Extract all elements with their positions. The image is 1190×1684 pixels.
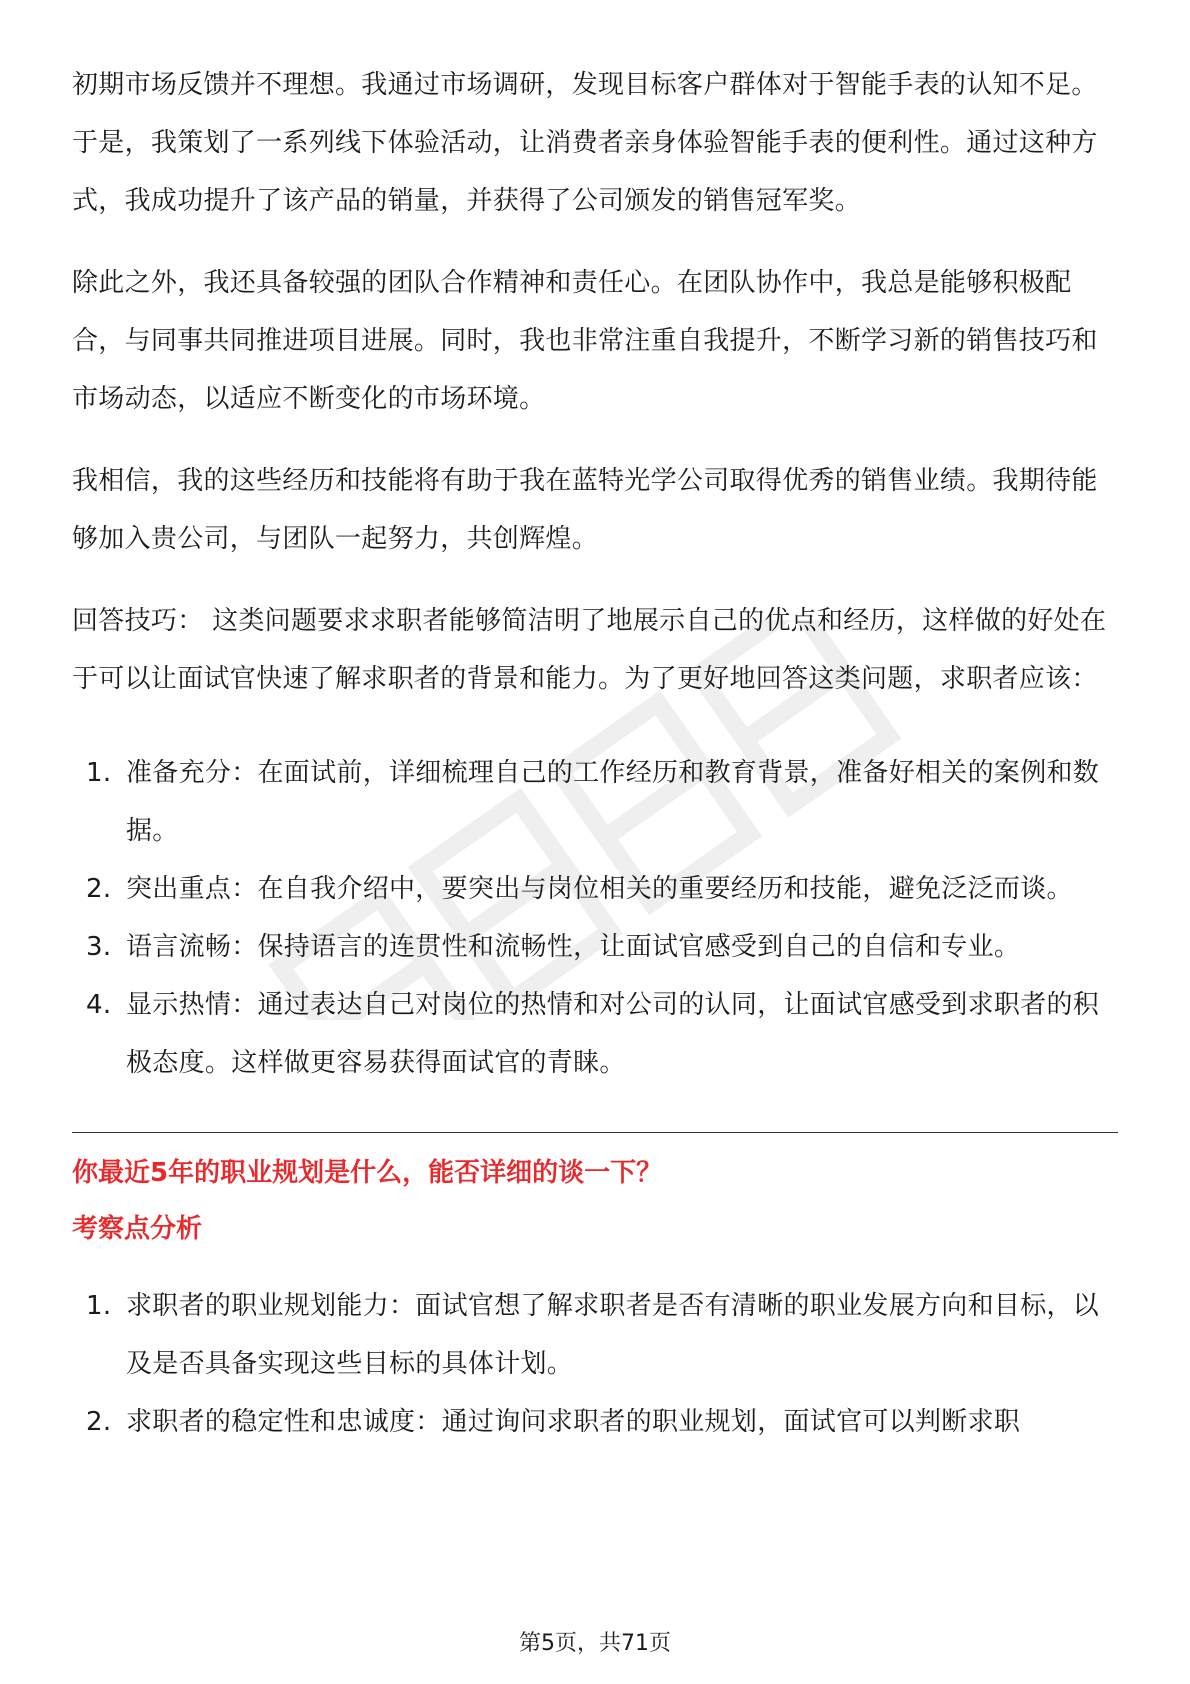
page-footer: 第5页，共71页 <box>519 1631 671 1656</box>
list-number: 2. <box>86 874 112 904</box>
list-text: 显示热情：通过表达自己对岗位的热情和对公司的认同，让面试官感受到求职者的积极态度。这样做更容易获得面试官的青睐。 <box>126 990 1100 1078</box>
answer-tips-intro: 回答技巧： 这类问题要求求职者能够简洁明了地展示自己的优点和经历，这样做的好处在于可以让面试官快速了解求职者的背景和能力。为了更好地回答这类问题，求职者应该： <box>72 606 1107 694</box>
list-number: 1. <box>86 1291 112 1321</box>
question-title: 你最近5年的职业规划是什么，能否详细的谈一下？ <box>72 1158 663 1188</box>
list-text: 突出重点：在自我介绍中，要突出与岗位相关的重要经历和技能，避免泛泛而谈。 <box>126 874 1073 904</box>
paragraph: 初期市场反馈并不理想。我通过市场调研，发现目标客户群体对于智能手表的认知不足。于是，我策划了一系列线下体验活动，让消费者亲身体验智能手表的便利性。通过这种方式，我成功提升了该产品的销量，并获得了公司颁发的销售冠军奖。 <box>72 70 1098 216</box>
paragraph: 除此之外，我还具备较强的团队合作精神和责任心。在团队协作中，我总是能够积极配合，与同事共同推进项目进展。同时，我也非常注重自我提升，不断学习新的销售技巧和市场动态，以适应不断变化的市场环境。 <box>72 268 1098 414</box>
list-number: 3. <box>86 932 112 962</box>
analysis-list <box>72 1277 1118 1451</box>
section-divider <box>72 1132 1118 1133</box>
list-item <box>72 918 1118 976</box>
list-text: 求职者的稳定性和忠诚度：通过询问求职者的职业规划，面试官可以判断求职 <box>126 1407 1021 1437</box>
list-number: 1. <box>86 758 112 788</box>
paragraph: 我相信，我的这些经历和技能将有助于我在蓝特光学公司取得优秀的销售业绩。我期待能够加入贵公司，与团队一起努力，共创辉煌。 <box>72 466 1098 554</box>
list-item <box>72 976 1118 1092</box>
list-item <box>72 860 1118 918</box>
list-item <box>72 1393 1118 1451</box>
list-number: 2. <box>86 1407 112 1437</box>
tips-list <box>72 744 1118 1092</box>
analysis-heading: 考察点分析 <box>72 1214 203 1244</box>
list-number: 4. <box>86 990 112 1020</box>
list-text: 准备充分：在面试前，详细梳理自己的工作经历和教育背景，准备好相关的案例和数据。 <box>126 758 1100 846</box>
list-item <box>72 744 1118 860</box>
list-item <box>72 1277 1118 1393</box>
main-content <box>72 56 1118 1451</box>
list-text: 求职者的职业规划能力：面试官想了解求职者是否有清晰的职业发展方向和目标，以及是否具备实现这些目标的具体计划。 <box>126 1291 1100 1379</box>
list-text: 语言流畅：保持语言的连贯性和流畅性，让面试官感受到自己的自信和专业。 <box>126 932 1021 962</box>
